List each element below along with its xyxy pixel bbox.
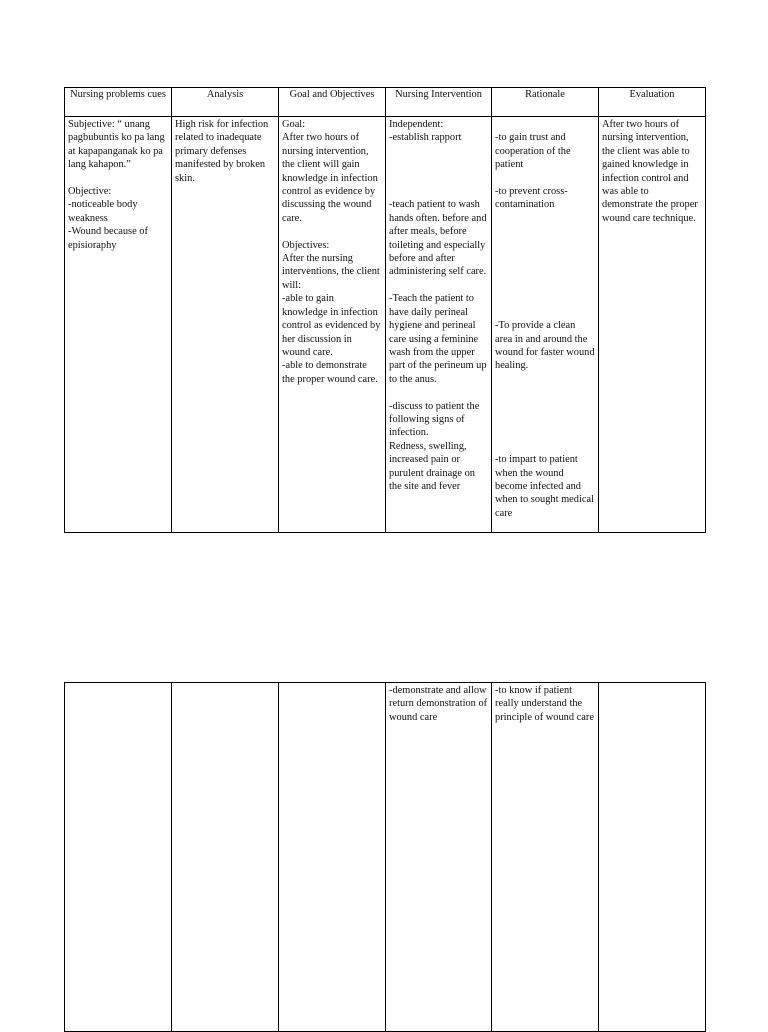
evaluation-cell (599, 683, 706, 1032)
header-evaluation: Evaluation (599, 88, 706, 117)
analysis-cell (172, 683, 279, 1032)
cues-cell: Subjective: “ unang pagbubuntis ko pa lang at kapapanganak ko pa lang kahapon.” Objective: -noticeable body weakness -Wound because of episioraphy (65, 117, 172, 533)
header-intervention: Nursing Intervention (386, 88, 492, 117)
goals-cell: Goal: After two hours of nursing intervention, the client will gain knowledge in infection control as evidence by discussing the wound care. Objectives: After the nursing interventions, the client will: -able to gain knowledge in infection control as evidenced by her discussion in wound care. -able to demonstrate the proper wound care. (279, 117, 386, 533)
rationale-cell: -to know if patient really understand the principle of wound care (492, 683, 599, 1032)
rationale-cell: -to gain trust and cooperation of the patient -to prevent cross-contamination -To provide a clean area in and around the wound for faster wound healing. -to impart to patient when the wound become infected and when to sought medical care (492, 117, 599, 533)
care-plan-table-continued (64, 682, 706, 1032)
table-row (65, 117, 706, 533)
goals-cell (279, 683, 386, 1032)
header-cues: Nursing problems cues (65, 88, 172, 117)
care-plan-table (64, 87, 706, 533)
interventions-cell: Independent: -establish rapport -teach patient to wash hands often. before and after meals, before toileting and especially before and after administering self care. -Teach the patient to have daily perineal hygiene and perineal care using a feminine wash from the upper part of the perineum up to the anus. -discuss to patient the following signs of infection. Redness, swelling, increased pain or purulent drainage on the site and fever (386, 117, 492, 533)
header-row (65, 88, 706, 117)
table-row (65, 683, 706, 1032)
cues-cell (65, 683, 172, 1032)
header-analysis: Analysis (172, 88, 279, 117)
interventions-cell: -demonstrate and allow return demonstration of wound care (386, 683, 492, 1032)
header-goals: Goal and Objectives (279, 88, 386, 117)
analysis-cell: High risk for infection related to inadequate primary defenses manifested by broken skin. (172, 117, 279, 533)
evaluation-cell: After two hours of nursing intervention, the client was able to gained knowledge in infection control and was able to demonstrate the proper wound care technique. (599, 117, 706, 533)
header-rationale: Rationale (492, 88, 599, 117)
